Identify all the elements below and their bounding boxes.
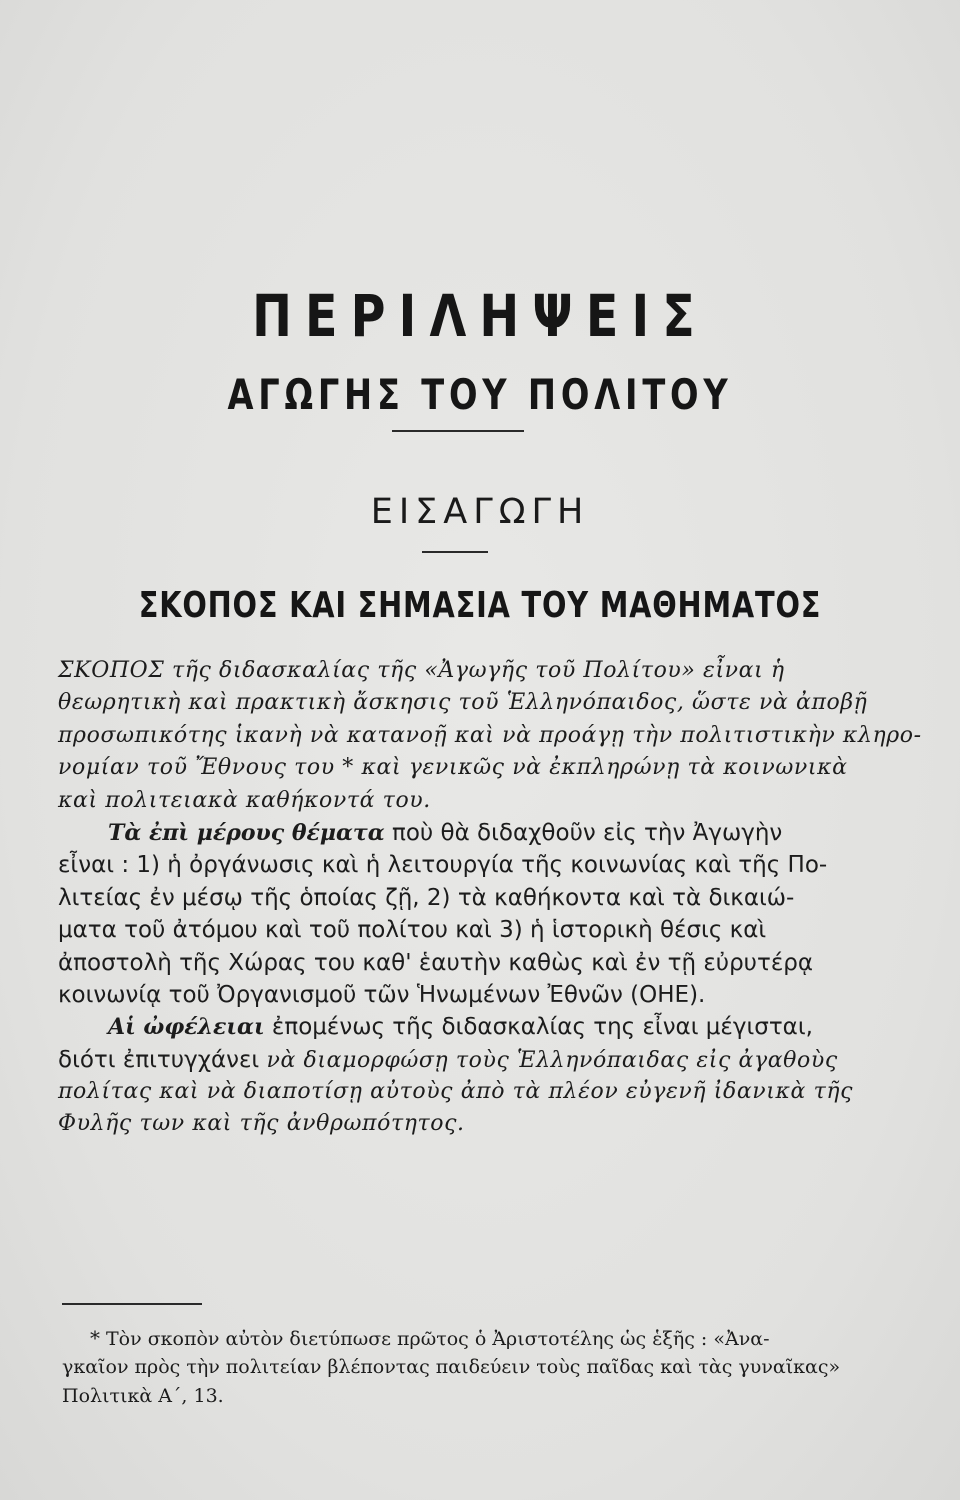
para3-line: Φυλῆς των καὶ τῆς ἀνθρωπότητος. xyxy=(58,1111,465,1137)
para2-line: κοινωνίᾳ τοῦ Ὀργανισμοῦ τῶν Ἡνωμένων Ἐθνῶν (ΟΗΕ). xyxy=(58,981,706,1008)
para1-line: νομίαν τοῦ Ἔθνους του * καὶ γενικῶς νὰ ἐκπληρώνῃ τὰ κοινωνικὰ xyxy=(58,755,848,781)
para2-line: ματα τοῦ ἀτόμου καὶ τοῦ πολίτου καὶ 3) ἡ ἱστορικὴ θέσις καὶ xyxy=(58,917,767,944)
main-title: ΠΕΡΙΛΗΨΕΙΣ xyxy=(252,282,708,350)
section-heading: ΣΚΟΠΟΣ ΚΑΙ ΣΗΜΑΣΙΑ ΤΟΥ ΜΑΘΗΜΑΤΟΣ xyxy=(138,585,822,626)
para1-line: προσωπικότης ἱκανὴ νὰ κατανοῇ καὶ νὰ προάγῃ τὴν πολιτιστικὴν κληρο- xyxy=(58,722,922,748)
footnote-text: Τὸν σκοπὸν αὐτὸν διετύπωσε πρῶτος ὁ Ἀριστοτέλης ὡς ἑξῆς : «Ἀνα- xyxy=(106,1328,770,1350)
para1-line: ΣΚΟΠΟΣ τῆς διδασκαλίας τῆς «Ἀγωγῆς τοῦ Πολίτου» εἶναι ἡ xyxy=(58,658,785,683)
para2-line: εἶναι : 1) ἡ ὀργάνωσις καὶ ἡ λειτουργία τῆς κοινωνίας καὶ τῆς Πο- xyxy=(58,852,828,879)
para1-line: θεωρητικὴ καὶ πρακτικὴ ἄσκησις τοῦ Ἑλληνόπαιδος, ὥστε νὰ ἀποβῇ xyxy=(58,690,868,716)
para2-line: ἀποστολὴ τῆς Χώρας του καθ' ἑαυτὴν καθὼς καὶ ἐν τῇ εὐρυτέρᾳ xyxy=(58,949,814,976)
intro-heading: ΕΙΣΑΓΩΓΗ xyxy=(370,492,590,532)
body-text xyxy=(58,655,922,1141)
para3-text: ἐπομένως τῆς διδασκαλίας της εἶναι μέγισται, xyxy=(264,1014,813,1041)
para3-line xyxy=(58,1044,918,1076)
para3-emphasis: Αἱ ὠφέλειαι xyxy=(108,1014,265,1041)
para1-line: καὶ πολιτειακὰ καθήκοντά του. xyxy=(58,787,431,813)
footnote-divider xyxy=(62,1303,202,1305)
footnote-line xyxy=(62,1324,912,1353)
footnote-line: Πολιτικὰ Α΄, 13. xyxy=(62,1385,224,1407)
para3-italic: νὰ διαμορφώσῃ τοὺς Ἑλληνόπαιδας εἰς ἀγαθοὺς xyxy=(266,1047,838,1073)
subtitle: ΑΓΩΓΗΣ ΤΟΥ ΠΟΛΙΤΟΥ xyxy=(227,370,733,419)
footnote-marker: * xyxy=(90,1326,100,1350)
para2-emphasis: Τὰ ἐπὶ μέρους θέματα xyxy=(108,819,385,846)
para2-line xyxy=(58,817,918,849)
para2-text: ποὺ θὰ διδαχθοῦν εἰς τὴν Ἀγωγὴν xyxy=(384,819,783,846)
footnote-line: γκαῖον πρὸς τὴν πολιτείαν βλέποντας παιδεύειν τοὺς παῖδας καὶ τὰς γυναῖκας» xyxy=(62,1356,841,1378)
footnote xyxy=(62,1324,912,1411)
intro-divider xyxy=(422,551,488,553)
title-divider xyxy=(392,430,524,432)
para3-line: πολίτας καὶ νὰ διαποτίσῃ αὐτοὺς ἀπὸ τὰ πλέον εὐγενῆ ἰδανικὰ τῆς xyxy=(58,1079,854,1105)
para3-text: διότι ἐπιτυγχάνει xyxy=(58,1046,267,1073)
para3-line xyxy=(58,1011,918,1043)
para2-line: λιτείας ἐν μέσῳ τῆς ὁποίας ζῇ, 2) τὰ καθήκοντα καὶ τὰ δικαιώ- xyxy=(58,884,795,911)
